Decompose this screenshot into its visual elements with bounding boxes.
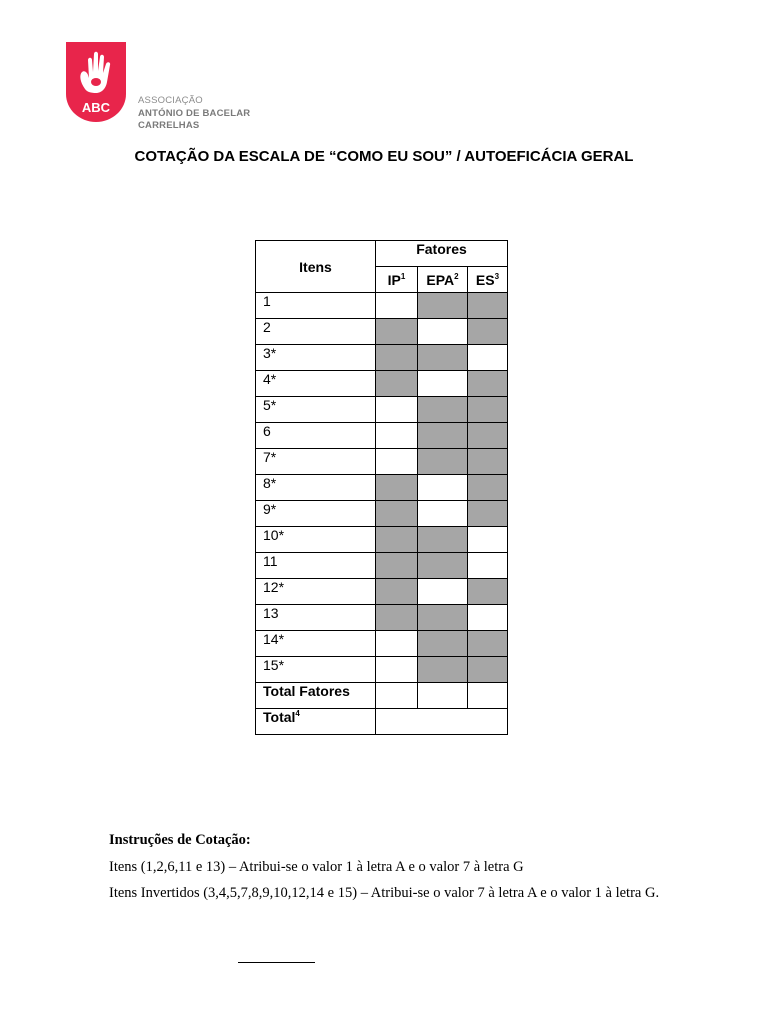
factor-cell-epa [418,605,468,631]
item-number: 14* [256,631,376,657]
factor-cell-epa [418,449,468,475]
item-number: 4* [256,371,376,397]
factor-cell-ip [376,579,418,605]
factor-cell-epa [418,397,468,423]
factor-cell-es [468,579,508,605]
table-row [256,475,508,501]
factor-cell-epa [418,553,468,579]
hand-logo-icon [66,42,126,122]
table-row [256,501,508,527]
grand-total-label: Total$^4$ [256,709,376,735]
factor-cell-es [468,501,508,527]
factors-group-header: Fatores [376,241,508,267]
total-factor-epa-cell [418,683,468,709]
factor-cell-es [468,293,508,319]
factor-cell-epa [418,319,468,345]
instructions-line-1: Itens (1,2,6,11 e 13) – Atribui-se o valor 1 à letra A e o valor 7 à letra G [109,858,524,875]
factor-cell-ip [376,527,418,553]
factor-cell-es [468,527,508,553]
item-number: 15* [256,657,376,683]
factor-cell-ip [376,397,418,423]
factor-cell-es [468,449,508,475]
item-number: 13 [256,605,376,631]
table-row [256,579,508,605]
org-name-line-1: ASSOCIAÇÃO [138,95,203,106]
table-row [256,631,508,657]
footnote-separator [238,962,315,963]
total-factor-ip-cell [376,683,418,709]
factor-cell-ip [376,319,418,345]
table-row [256,423,508,449]
org-name-line-3: CARRELHAS [138,120,200,131]
item-number: 12* [256,579,376,605]
table-row [256,371,508,397]
total-factor-es-cell [468,683,508,709]
factor-cell-ip [376,293,418,319]
factor-header-es: $ES^3$ [468,267,508,293]
item-number: 8* [256,475,376,501]
organization-name [138,95,250,133]
table-row [256,319,508,345]
factor-cell-epa [418,579,468,605]
factor-cell-es [468,605,508,631]
factor-cell-ip [376,553,418,579]
factor-cell-es [468,553,508,579]
factor-cell-ip [376,449,418,475]
factor-cell-ip [376,631,418,657]
factor-cell-epa [418,475,468,501]
item-number: 9* [256,501,376,527]
factor-cell-ip [376,475,418,501]
factor-cell-epa [418,527,468,553]
item-number: 5* [256,397,376,423]
factor-cell-ip [376,345,418,371]
table-row [256,397,508,423]
factor-cell-epa [418,345,468,371]
item-number: 1 [256,293,376,319]
factor-header-ip: $IP^1$ [376,267,418,293]
organization-logo [66,42,256,131]
item-number: 10* [256,527,376,553]
factor-cell-ip [376,501,418,527]
factor-cell-es [468,631,508,657]
instructions-line-2: Itens Invertidos (3,4,5,7,8,9,10,12,14 e 15) – Atribui-se o valor 7 à letra A e o valor 1 à letra G. [109,885,660,901]
item-rows [256,293,508,683]
table-row [256,657,508,683]
table-row [256,345,508,371]
logo-text: ABC [81,100,111,115]
item-number: 7* [256,449,376,475]
factor-cell-es [468,345,508,371]
factor-cell-epa [418,371,468,397]
table-row [256,605,508,631]
factor-header-epa: EPA$^2$ [418,267,468,293]
item-number: 11 [256,553,376,579]
factor-cell-epa [418,501,468,527]
table-row [256,293,508,319]
factor-cell-epa [418,423,468,449]
item-number: 6 [256,423,376,449]
item-number: 2 [256,319,376,345]
instructions-heading: Instruções de Cotação: [109,832,251,848]
item-number: 3* [256,345,376,371]
scoring-instructions [109,827,669,907]
factor-cell-epa [418,631,468,657]
scoring-table [255,240,508,735]
table-row [256,553,508,579]
factor-cell-es [468,397,508,423]
total-factors-label: Total Fatores [256,683,376,709]
factor-cell-es [468,475,508,501]
org-name-line-2: ANTÓNIO DE BACELAR [138,107,251,119]
table-row [256,449,508,475]
factor-cell-es [468,423,508,449]
factor-cell-ip [376,423,418,449]
factor-cell-epa [418,293,468,319]
factor-cell-es [468,371,508,397]
grand-total-cell [376,709,508,735]
factor-cell-es [468,319,508,345]
factor-cell-es [468,657,508,683]
factor-cell-epa [418,657,468,683]
factor-cell-ip [376,657,418,683]
document-title: COTAÇÃO DA ESCALA DE “COMO EU SOU” / AUTOEFICÁCIA GERAL [134,148,634,165]
items-column-header: Itens [256,241,376,293]
factor-cell-ip [376,605,418,631]
factor-cell-ip [376,371,418,397]
table-row [256,527,508,553]
